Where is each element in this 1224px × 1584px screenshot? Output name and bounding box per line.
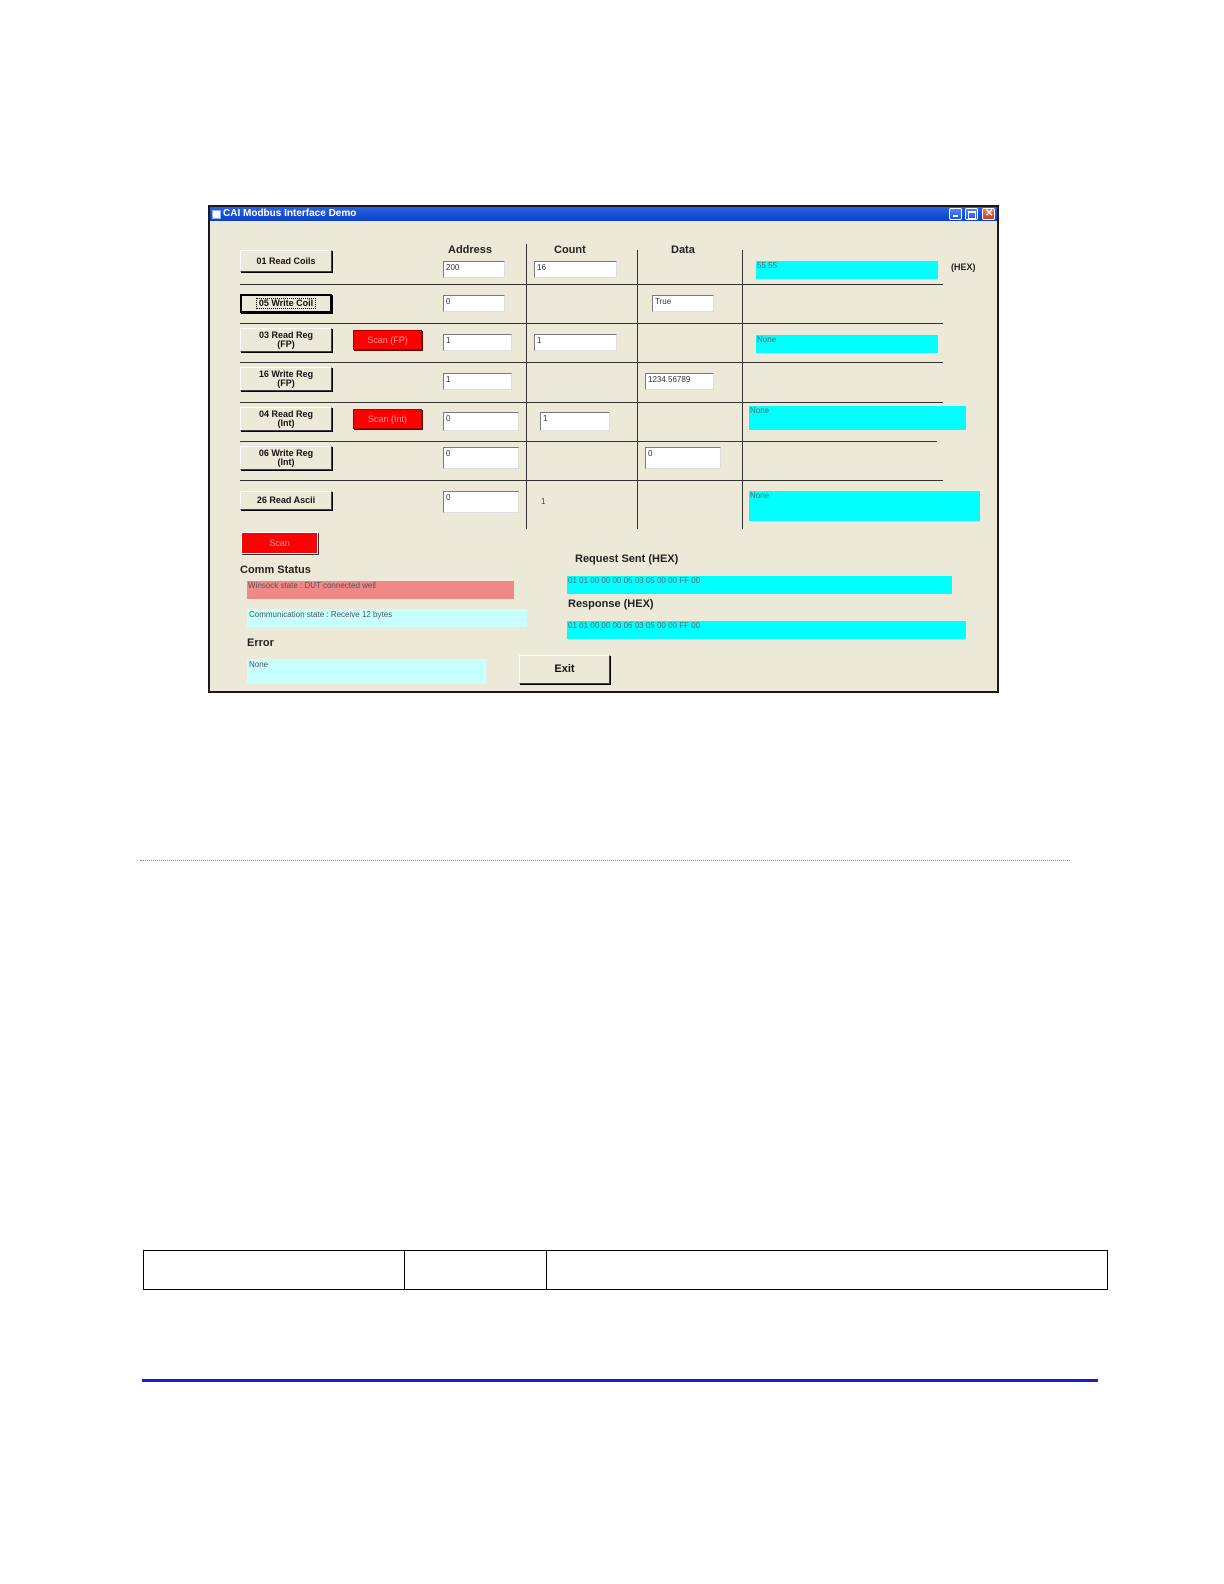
read-coils-button[interactable]: 01 Read Coils bbox=[240, 250, 332, 272]
error-value: None bbox=[247, 659, 486, 684]
write-coil-data-input[interactable]: True bbox=[652, 295, 714, 312]
read-reg-fp-address-input[interactable]: 1 bbox=[443, 334, 512, 351]
response-label: Response (HEX) bbox=[568, 598, 654, 610]
read-coils-result: 55 55 bbox=[756, 261, 938, 279]
read-coils-count-input[interactable]: 16 bbox=[534, 261, 617, 278]
empty-table bbox=[143, 1250, 1108, 1290]
hex-unit-label: (HEX) bbox=[951, 262, 976, 272]
maximize-icon[interactable] bbox=[965, 208, 978, 220]
read-ascii-address-input[interactable]: 0 bbox=[443, 491, 519, 513]
read-ascii-count-value: 1 bbox=[541, 497, 546, 506]
write-reg-int-data-input[interactable]: 0 bbox=[645, 447, 721, 469]
grid-divider bbox=[526, 244, 527, 529]
minimize-icon[interactable] bbox=[949, 208, 962, 220]
window-title: CAI Modbus Interface Demo bbox=[223, 208, 357, 219]
read-reg-fp-result: None bbox=[756, 335, 938, 353]
modbus-demo-window bbox=[208, 205, 999, 693]
read-reg-int-count-input[interactable]: 1 bbox=[540, 412, 610, 431]
grid-divider bbox=[240, 402, 943, 403]
grid-divider bbox=[240, 362, 943, 363]
write-reg-fp-address-input[interactable]: 1 bbox=[443, 373, 512, 390]
request-sent-value: 01 01 00 00 00 06 03 05 00 00 FF 00 bbox=[567, 576, 952, 594]
comm-status-label: Comm Status bbox=[240, 564, 311, 576]
read-reg-fp-button[interactable]: 03 Read Reg (FP) bbox=[240, 328, 332, 352]
write-reg-fp-data-input[interactable]: 1234.56789 bbox=[645, 373, 714, 390]
write-coil-button-label: 05 Write Coil bbox=[258, 298, 314, 308]
table-column-divider bbox=[404, 1251, 405, 1289]
app-icon bbox=[212, 210, 221, 219]
write-reg-int-address-input[interactable]: 0 bbox=[443, 447, 519, 469]
title-bar[interactable] bbox=[210, 207, 997, 221]
read-reg-fp-count-input[interactable]: 1 bbox=[534, 334, 617, 351]
address-header: Address bbox=[448, 244, 493, 256]
read-coils-address-input[interactable]: 200 bbox=[443, 261, 505, 278]
read-reg-int-address-input[interactable]: 0 bbox=[443, 412, 519, 431]
read-ascii-result: None bbox=[749, 491, 980, 521]
dotted-divider bbox=[140, 860, 1070, 861]
scan-button[interactable]: Scan bbox=[241, 532, 318, 554]
winsock-state: Winsock state : DUT connected well bbox=[247, 581, 514, 599]
close-icon[interactable] bbox=[982, 208, 995, 220]
write-coil-address-input[interactable]: 0 bbox=[443, 295, 505, 312]
table-column-divider bbox=[546, 1251, 547, 1289]
write-coil-button[interactable] bbox=[240, 294, 332, 313]
read-reg-int-button[interactable]: 04 Read Reg (Int) bbox=[240, 407, 332, 431]
scan-int-button[interactable]: Scan (Int) bbox=[353, 409, 422, 429]
error-label: Error bbox=[247, 637, 274, 649]
grid-divider bbox=[240, 284, 943, 285]
grid-divider bbox=[637, 250, 638, 529]
footer-rule bbox=[142, 1379, 1098, 1382]
count-header: Count bbox=[554, 244, 586, 256]
scan-fp-button[interactable]: Scan (FP) bbox=[353, 330, 422, 350]
exit-button[interactable]: Exit bbox=[519, 655, 610, 684]
grid-divider bbox=[240, 323, 943, 324]
read-ascii-button[interactable]: 26 Read Ascii bbox=[240, 491, 332, 510]
read-reg-int-result: None bbox=[749, 406, 966, 430]
response-value: 01 01 00 00 00 06 03 05 00 00 FF 00 bbox=[567, 621, 966, 639]
grid-divider bbox=[240, 441, 937, 442]
communication-state: Communication state : Receive 12 bytes bbox=[247, 609, 527, 627]
write-reg-fp-button[interactable]: 16 Write Reg (FP) bbox=[240, 367, 332, 391]
request-sent-label: Request Sent (HEX) bbox=[575, 553, 679, 565]
data-header: Data bbox=[671, 244, 695, 256]
grid-divider bbox=[742, 250, 743, 529]
write-reg-int-button[interactable]: 06 Write Reg (Int) bbox=[240, 446, 332, 470]
grid-divider bbox=[240, 480, 943, 481]
